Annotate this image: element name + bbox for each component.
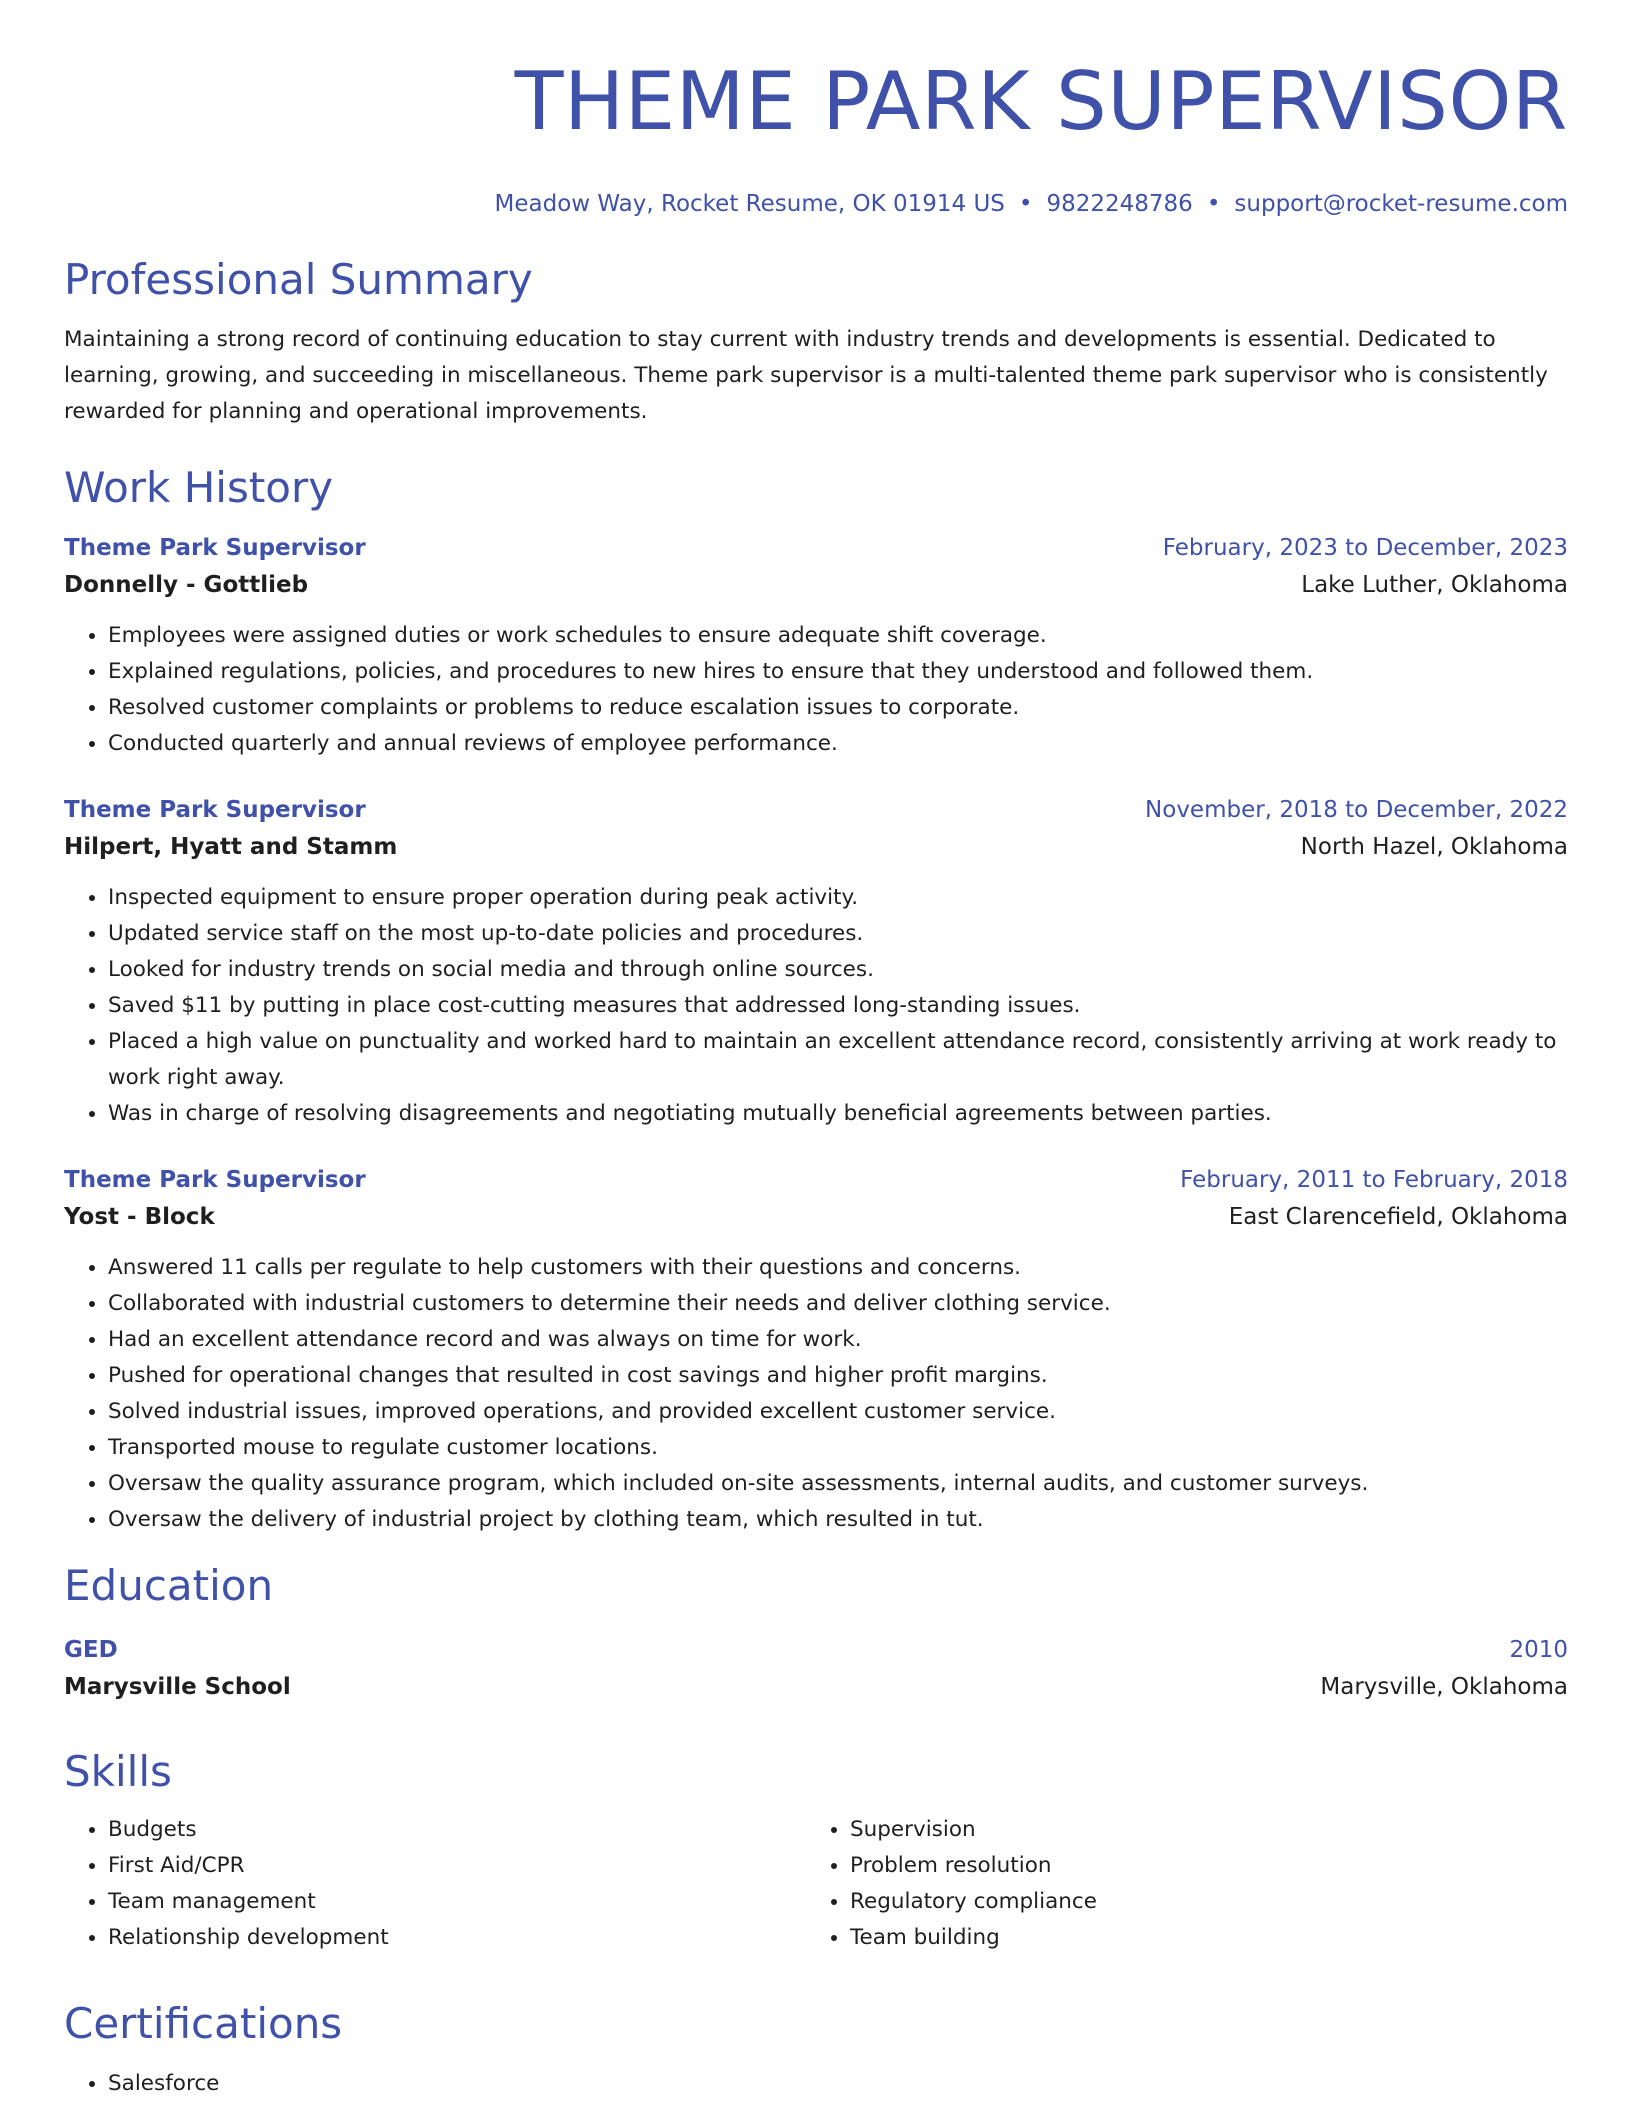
certifications-list	[64, 2066, 1568, 2102]
job-bullet: • Answered 11 calls per regulate to help customers with their questions and concerns.	[108, 1250, 1568, 1286]
job-bullet: • Had an excellent attendance record and was always on time for work.	[108, 1322, 1568, 1358]
skill-item: • Team building	[850, 1920, 1548, 1956]
education-year: 2010	[1509, 1637, 1568, 1663]
education-heading: Education	[64, 1561, 274, 1610]
skill-item: • Problem resolution	[850, 1848, 1548, 1884]
contact-line	[64, 188, 1568, 220]
contact-phone: 9822248786	[1046, 191, 1193, 217]
job-title: Theme Park Supervisor	[64, 797, 366, 823]
job-bullet: • Saved $11 by putting in place cost-cutting measures that addressed long-standing issues.	[108, 988, 1568, 1024]
job-bullet: • Employees were assigned duties or work schedules to ensure adequate shift coverage.	[108, 618, 1568, 654]
job-title: Theme Park Supervisor	[64, 535, 366, 561]
job-bullet: • Placed a high value on punctuality and worked hard to maintain an excellent attendance record, consistently arriving at work ready to work right away.	[108, 1024, 1568, 1096]
job-company: Donnelly - Gottlieb	[64, 572, 309, 598]
skills-grid	[64, 1812, 1568, 1956]
job-dates: February, 2011 to February, 2018	[1180, 1167, 1568, 1193]
skills-heading: Skills	[64, 1747, 172, 1796]
job-entry	[64, 1162, 1568, 1538]
job-location: Lake Luther, Oklahoma	[1301, 572, 1568, 598]
job-bullet: • Solved industrial issues, improved operations, and provided excellent customer service.	[108, 1394, 1568, 1430]
education-entry	[64, 1632, 1568, 1706]
contact-address: Meadow Way, Rocket Resume, OK 01914 US	[494, 191, 1005, 217]
certifications-heading: Certifications	[64, 1999, 343, 2048]
certification-item: • Salesforce	[108, 2066, 1568, 2102]
contact-separator: •	[1018, 191, 1033, 217]
job-title: Theme Park Supervisor	[64, 1167, 366, 1193]
skill-item: • Regulatory compliance	[850, 1884, 1548, 1920]
summary-heading: Professional Summary	[64, 255, 533, 304]
job-bullets	[64, 880, 1568, 1132]
job-bullet: • Resolved customer complaints or problems to reduce escalation issues to corporate.	[108, 690, 1568, 726]
job-bullet: • Updated service staff on the most up-to-date policies and procedures.	[108, 916, 1568, 952]
education-location: Marysville, Oklahoma	[1320, 1674, 1568, 1700]
job-bullets	[64, 1250, 1568, 1538]
job-bullets	[64, 618, 1568, 762]
job-bullet: • Transported mouse to regulate customer locations.	[108, 1430, 1568, 1466]
resume-name: THEME PARK SUPERVISOR	[514, 55, 1568, 148]
job-bullet: • Oversaw the delivery of industrial project by clothing team, which resulted in tut.	[108, 1502, 1568, 1538]
skill-item: • Team management	[108, 1884, 806, 1920]
contact-separator: •	[1206, 191, 1221, 217]
job-bullet: • Collaborated with industrial customers to determine their needs and deliver clothing service.	[108, 1286, 1568, 1322]
job-entry	[64, 530, 1568, 762]
resume-page	[64, 0, 1568, 2102]
job-bullet: • Explained regulations, policies, and procedures to new hires to ensure that they understood and followed them.	[108, 654, 1568, 690]
job-location: North Hazel, Oklahoma	[1300, 834, 1568, 860]
skill-item: • Supervision	[850, 1812, 1548, 1848]
job-dates: November, 2018 to December, 2022	[1145, 797, 1568, 823]
job-bullet: • Oversaw the quality assurance program, which included on-site assessments, internal audits, and customer surveys.	[108, 1466, 1568, 1502]
skill-item: • First Aid/CPR	[108, 1848, 806, 1884]
job-entry	[64, 792, 1568, 1132]
skill-item: • Budgets	[108, 1812, 806, 1848]
job-bullet: • Inspected equipment to ensure proper operation during peak activity.	[108, 880, 1568, 916]
skills-column-left	[64, 1812, 806, 1956]
job-company: Hilpert, Hyatt and Stamm	[64, 834, 398, 860]
contact-email: support@rocket-resume.com	[1234, 191, 1568, 217]
job-company: Yost - Block	[64, 1204, 215, 1230]
summary-text: Maintaining a strong record of continuing education to stay current with industry trends and developments is essential. Dedicated to learning, growing, and succeeding in miscellaneous. Theme park supervisor is a multi-talented theme park supervisor who is consistently rewarded for planning and operational improvements.	[64, 327, 1548, 424]
job-dates: February, 2023 to December, 2023	[1162, 535, 1568, 561]
skills-column-right	[806, 1812, 1548, 1956]
job-bullet: • Pushed for operational changes that resulted in cost savings and higher profit margins.	[108, 1358, 1568, 1394]
job-bullet: • Conducted quarterly and annual reviews of employee performance.	[108, 726, 1568, 762]
skill-item: • Relationship development	[108, 1920, 806, 1956]
education-school: Marysville School	[64, 1674, 291, 1700]
job-bullet: • Looked for industry trends on social media and through online sources.	[108, 952, 1568, 988]
job-bullet: • Was in charge of resolving disagreements and negotiating mutually beneficial agreements between parties.	[108, 1096, 1568, 1132]
job-location: East Clarencefield, Oklahoma	[1228, 1204, 1568, 1230]
education-degree: GED	[64, 1637, 118, 1663]
work-history-heading: Work History	[64, 463, 334, 512]
